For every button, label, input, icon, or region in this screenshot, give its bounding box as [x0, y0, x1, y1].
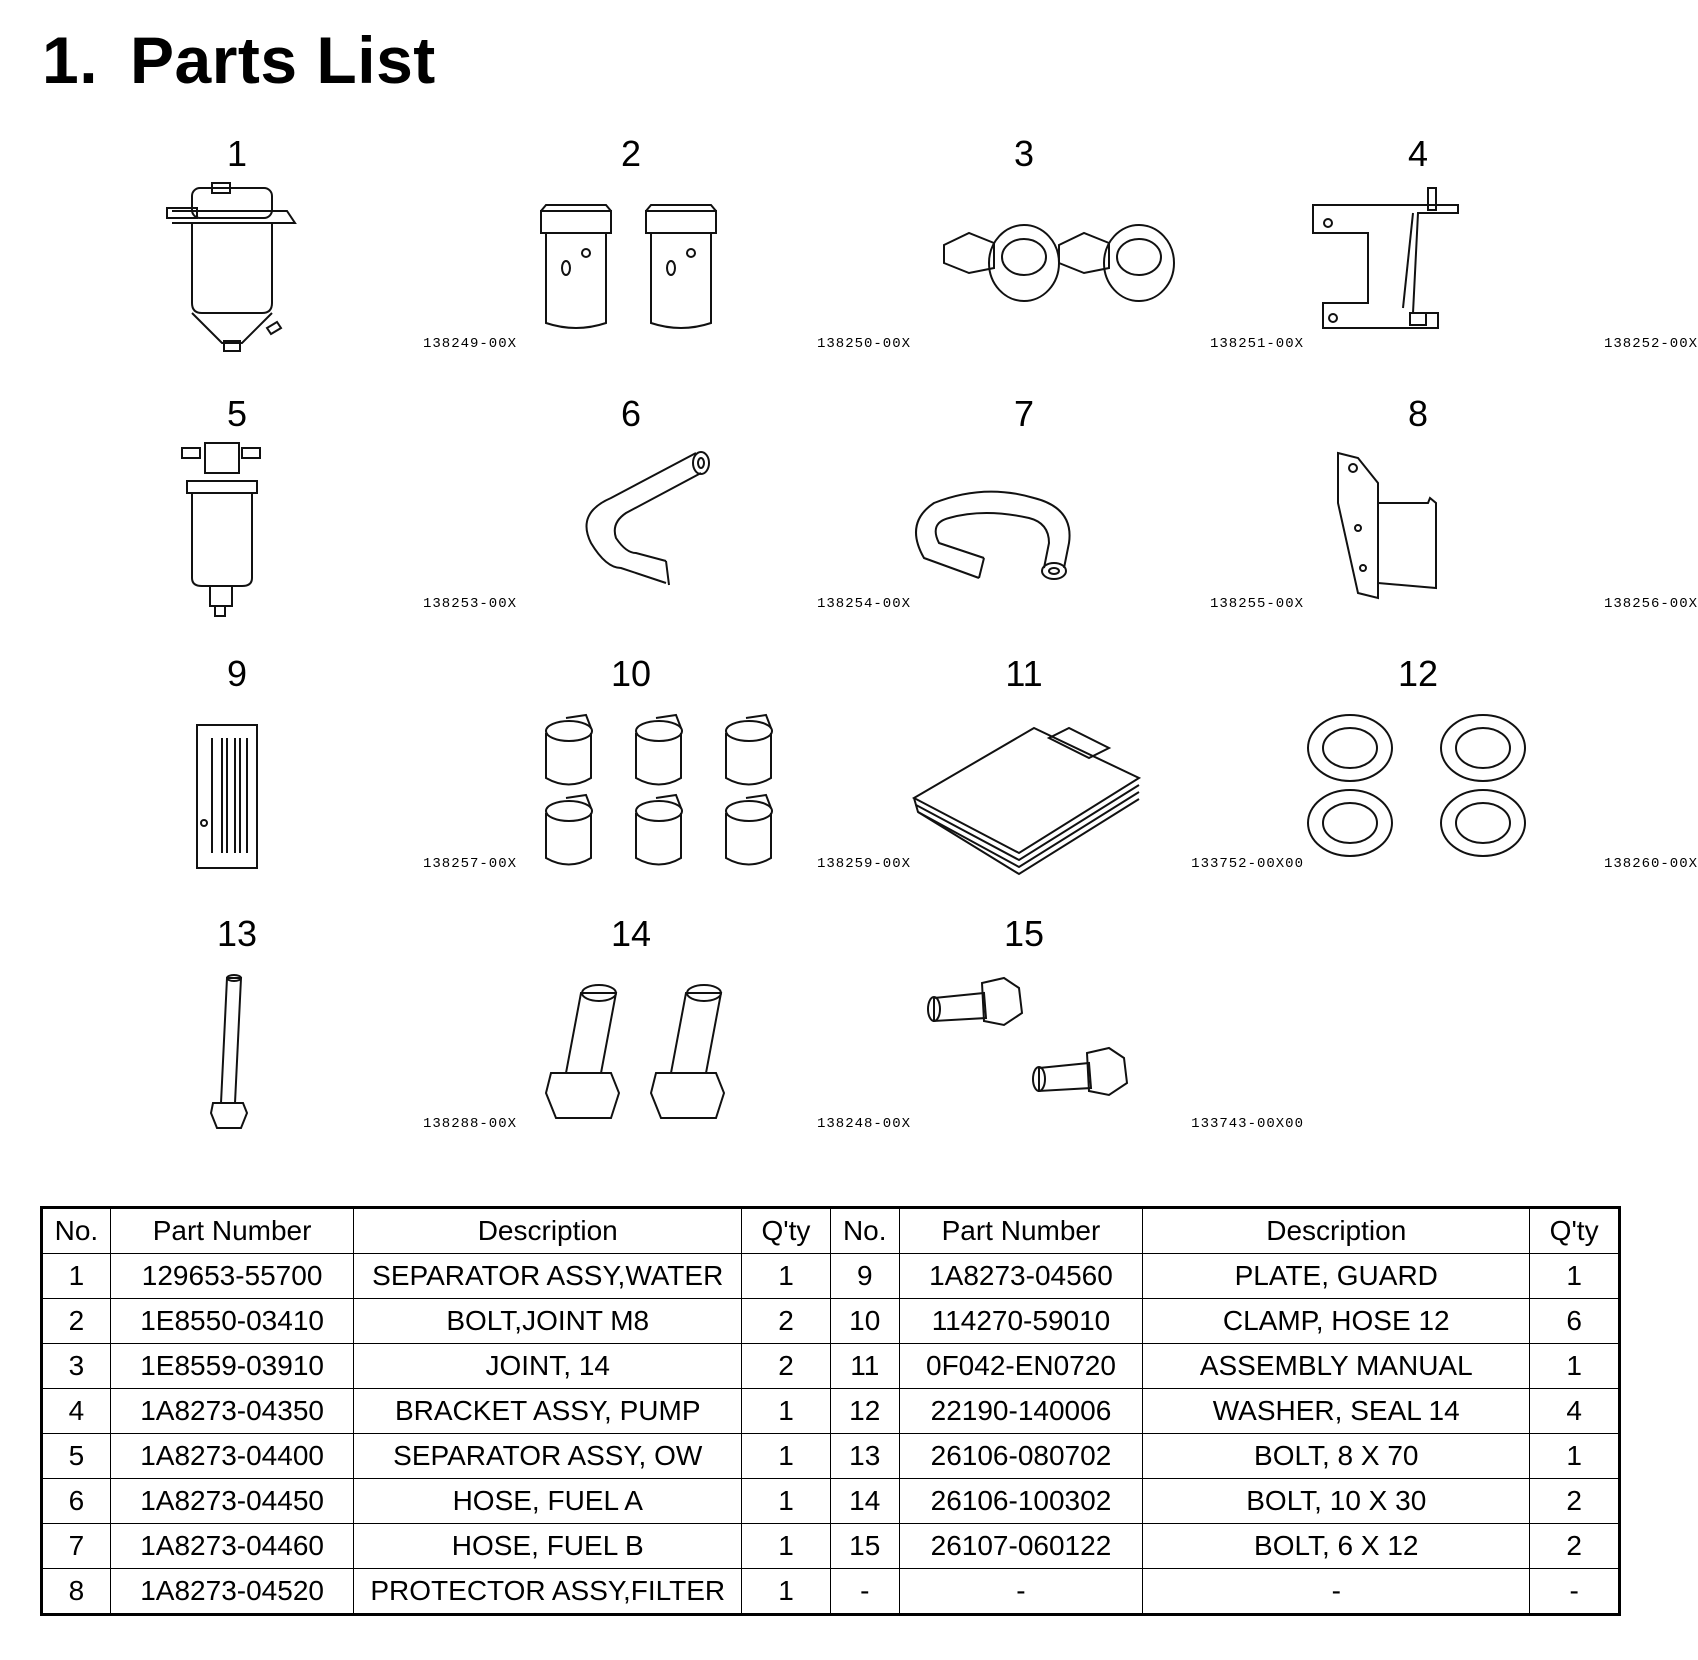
- part-number-label: 15: [1003, 913, 1045, 954]
- part-cell-10: [531, 653, 911, 903]
- cell-part-number: 1A8273-04350: [110, 1389, 354, 1434]
- cell-qty: 1: [742, 1389, 831, 1434]
- cell-qty: 1: [1530, 1254, 1620, 1299]
- cell-description: BOLT, 10 X 30: [1143, 1479, 1530, 1524]
- cell-part-number: 26107-060122: [899, 1524, 1143, 1569]
- cell-part-number: 0F042-EN0720: [899, 1344, 1143, 1389]
- part-number-label: 14: [610, 913, 652, 954]
- header-qty: Q'ty: [742, 1208, 831, 1254]
- cell-description: SEPARATOR ASSY, OW: [354, 1434, 742, 1479]
- part-cell-1: [137, 133, 517, 383]
- table-row: [42, 1389, 1620, 1434]
- table-row: [42, 1344, 1620, 1389]
- part-number-label: 5: [226, 393, 248, 434]
- cell-qty: 1: [742, 1569, 831, 1615]
- cell-description: PLATE, GUARD: [1143, 1254, 1530, 1299]
- cell-no: 14: [830, 1479, 899, 1524]
- header-part-number: Part Number: [110, 1208, 354, 1254]
- cell-description: CLAMP, HOSE 12: [1143, 1299, 1530, 1344]
- cell-part-number: 1E8550-03410: [110, 1299, 354, 1344]
- header-description: Description: [1143, 1208, 1530, 1254]
- header-part-number: Part Number: [899, 1208, 1143, 1254]
- cell-qty: 1: [1530, 1434, 1620, 1479]
- table-row: [42, 1434, 1620, 1479]
- cell-no: 8: [42, 1569, 111, 1615]
- cell-description: BRACKET ASSY, PUMP: [354, 1389, 742, 1434]
- cell-qty: 1: [742, 1254, 831, 1299]
- section-title: Parts List: [130, 23, 436, 97]
- table-header-row: [42, 1208, 1620, 1254]
- part-cell-14: [531, 913, 911, 1163]
- cell-no: -: [830, 1569, 899, 1615]
- part-cell-8: [1318, 393, 1698, 643]
- table-row: [42, 1524, 1620, 1569]
- table-row: [42, 1254, 1620, 1299]
- cell-part-number: 26106-080702: [899, 1434, 1143, 1479]
- illustration-code: 138248-00X: [816, 1116, 911, 1132]
- illustration-code: 138256-00X: [1603, 596, 1698, 612]
- illustration-code: 138257-00X: [422, 856, 517, 872]
- part-cell-15: [924, 913, 1304, 1163]
- part-cell-5: [137, 393, 517, 643]
- illustration-code: 138249-00X: [422, 336, 517, 352]
- cell-part-number: 22190-140006: [899, 1389, 1143, 1434]
- part-number-label: 2: [620, 133, 642, 174]
- part-cell-3: [924, 133, 1304, 383]
- cell-qty: 2: [1530, 1524, 1620, 1569]
- cell-qty: 1: [1530, 1344, 1620, 1389]
- cell-description: ASSEMBLY MANUAL: [1143, 1344, 1530, 1389]
- cell-description: BOLT, 8 X 70: [1143, 1434, 1530, 1479]
- cell-description: HOSE, FUEL A: [354, 1479, 742, 1524]
- cell-part-number: 129653-55700: [110, 1254, 354, 1299]
- table-row: [42, 1299, 1620, 1344]
- part-cell-9: [137, 653, 517, 903]
- illustration-code: 138253-00X: [422, 596, 517, 612]
- cell-part-number: 1A8273-04400: [110, 1434, 354, 1479]
- part-number-label: 4: [1407, 133, 1429, 174]
- table-row: [42, 1479, 1620, 1524]
- illustration-code: 138251-00X: [1209, 336, 1304, 352]
- cell-part-number: 1E8559-03910: [110, 1344, 354, 1389]
- part-number-label: 12: [1397, 653, 1439, 694]
- part-number-label: 8: [1407, 393, 1429, 434]
- part-cell-7: [924, 393, 1304, 643]
- cell-qty: 1: [742, 1524, 831, 1569]
- cell-part-number: -: [899, 1569, 1143, 1615]
- cell-no: 6: [42, 1479, 111, 1524]
- cell-qty: 6: [1530, 1299, 1620, 1344]
- header-description: Description: [354, 1208, 742, 1254]
- cell-qty: -: [1530, 1569, 1620, 1615]
- part-cell-4: [1318, 133, 1698, 383]
- table-row: [42, 1569, 1620, 1615]
- part-number-label: 10: [610, 653, 652, 694]
- cell-description: JOINT, 14: [354, 1344, 742, 1389]
- illustration-code: 138259-00X: [816, 856, 911, 872]
- cell-description: HOSE, FUEL B: [354, 1524, 742, 1569]
- part-cell-2: [531, 133, 911, 383]
- cell-part-number: 26106-100302: [899, 1479, 1143, 1524]
- illustration-code: 138254-00X: [816, 596, 911, 612]
- cell-part-number: 1A8273-04450: [110, 1479, 354, 1524]
- part-number-label: 13: [216, 913, 258, 954]
- cell-no: 15: [830, 1524, 899, 1569]
- illustration-code: 138288-00X: [422, 1116, 517, 1132]
- illustration-code: 138252-00X: [1603, 336, 1698, 352]
- part-number-label: 9: [226, 653, 248, 694]
- cell-no: 12: [830, 1389, 899, 1434]
- part-cell-13: [137, 913, 517, 1163]
- cell-qty: 4: [1530, 1389, 1620, 1434]
- cell-no: 13: [830, 1434, 899, 1479]
- cell-no: 10: [830, 1299, 899, 1344]
- cell-qty: 2: [742, 1344, 831, 1389]
- cell-qty: 1: [742, 1434, 831, 1479]
- header-no: No.: [42, 1208, 111, 1254]
- parts-table: [40, 1206, 1621, 1616]
- cell-no: 5: [42, 1434, 111, 1479]
- part-number-label: 7: [1013, 393, 1035, 434]
- cell-part-number: 114270-59010: [899, 1299, 1143, 1344]
- cell-part-number: 1A8273-04460: [110, 1524, 354, 1569]
- part-number-label: 3: [1013, 133, 1035, 174]
- illustration-code: 138260-00X: [1603, 856, 1698, 872]
- illustration-code: 133743-00X00: [1191, 1116, 1304, 1132]
- cell-description: SEPARATOR ASSY,WATER: [354, 1254, 742, 1299]
- cell-no: 1: [42, 1254, 111, 1299]
- part-cell-6: [531, 393, 911, 643]
- cell-qty: 2: [1530, 1479, 1620, 1524]
- part-number-label: 11: [1005, 653, 1043, 694]
- header-no: No.: [830, 1208, 899, 1254]
- cell-no: 9: [830, 1254, 899, 1299]
- part-cell-11: [924, 653, 1304, 903]
- cell-description: -: [1143, 1569, 1530, 1615]
- cell-part-number: 1A8273-04560: [899, 1254, 1143, 1299]
- part-number-label: 1: [226, 133, 248, 174]
- cell-no: 2: [42, 1299, 111, 1344]
- part-cell-12: [1318, 653, 1698, 903]
- cell-no: 7: [42, 1524, 111, 1569]
- part-number-label: 6: [620, 393, 642, 434]
- header-qty: Q'ty: [1530, 1208, 1620, 1254]
- illustration-code: 133752-00X00: [1191, 856, 1304, 872]
- illustration-code: 138255-00X: [1209, 596, 1304, 612]
- cell-qty: 2: [742, 1299, 831, 1344]
- illustration-code: 138250-00X: [816, 336, 911, 352]
- cell-no: 3: [42, 1344, 111, 1389]
- section-number: 1.: [42, 23, 99, 97]
- cell-description: BOLT,JOINT M8: [354, 1299, 742, 1344]
- cell-qty: 1: [742, 1479, 831, 1524]
- cell-description: BOLT, 6 X 12: [1143, 1524, 1530, 1569]
- cell-description: WASHER, SEAL 14: [1143, 1389, 1530, 1434]
- cell-no: 11: [830, 1344, 899, 1389]
- cell-part-number: 1A8273-04520: [110, 1569, 354, 1615]
- cell-no: 4: [42, 1389, 111, 1434]
- cell-description: PROTECTOR ASSY,FILTER: [354, 1569, 742, 1615]
